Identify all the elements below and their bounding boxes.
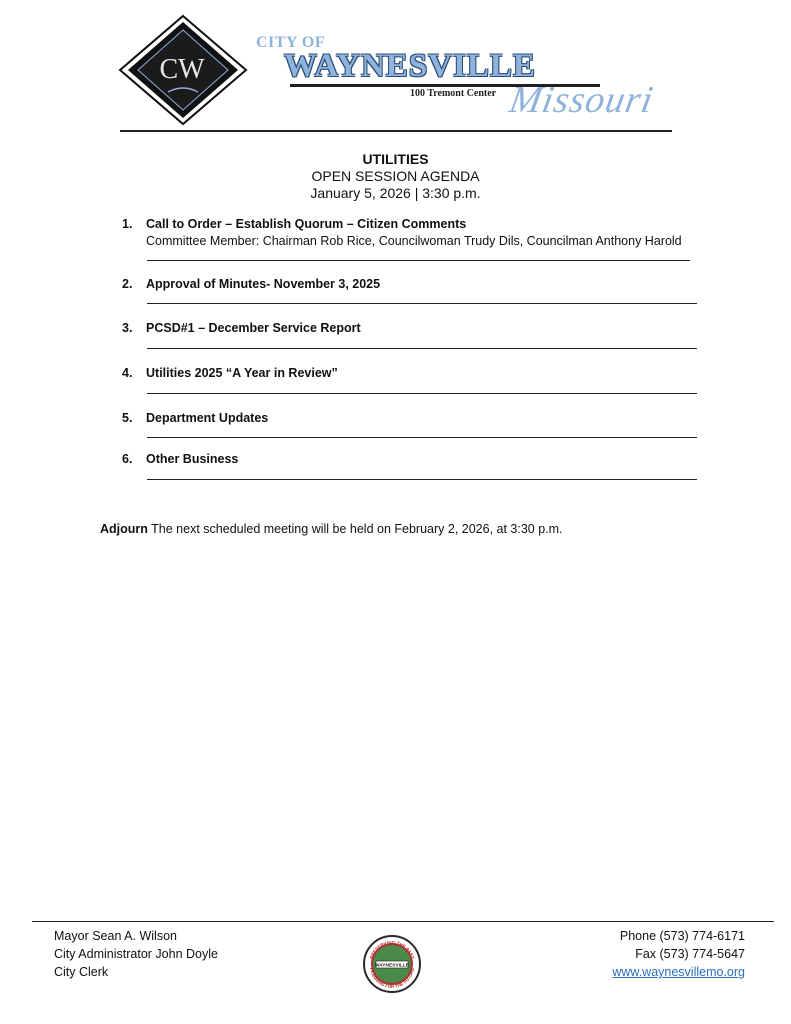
agenda-item-number: 3. <box>122 321 133 335</box>
seal-top-text: PRESERVING THE PAST <box>368 939 416 960</box>
agenda-item-number: 2. <box>122 277 133 291</box>
agenda-item-number: 1. <box>122 217 133 231</box>
city-seal-icon <box>362 934 422 994</box>
agenda-title-block <box>0 151 791 202</box>
agenda-item-number: 4. <box>122 366 133 380</box>
monogram-text: CW <box>159 54 205 85</box>
city-logo-emblem <box>118 14 248 126</box>
agenda-item-label: Department Updates <box>146 411 269 425</box>
agenda-item-label: Call to Order – Establish Quorum – Citizen Comments <box>146 217 467 231</box>
seal-bottom-text: PLANNING FOR THE FUTURE <box>369 967 415 990</box>
website-link[interactable]: www.waynesvillemo.org <box>612 965 745 979</box>
fax-number: Fax (573) 774-5647 <box>635 947 745 961</box>
agenda-item-rule <box>147 348 697 349</box>
agenda-item-label: Utilities 2025 “A Year in Review” <box>146 366 338 380</box>
agenda-item-rule <box>147 303 697 304</box>
mayor-name: Mayor Sean A. Wilson <box>54 929 177 943</box>
adjourn-text: The next scheduled meeting will be held on February 2, 2026, at 3:30 p.m. <box>151 522 563 536</box>
agenda-item-rule <box>147 437 697 438</box>
meeting-date: January 5, 2026 | 3:30 p.m. <box>310 185 481 201</box>
footer-contact <box>612 927 745 981</box>
agenda-item-number: 5. <box>122 411 133 425</box>
city-administrator-name: City Administrator John Doyle <box>54 947 218 961</box>
city-name: WAYNESVILLE <box>284 48 536 84</box>
seal-city-text: WAYNESVILLE <box>375 963 409 969</box>
city-clerk-label: City Clerk <box>54 965 109 979</box>
adjourn-note <box>100 522 563 536</box>
agenda-item-label: Other Business <box>146 452 239 466</box>
adjourn-label: Adjourn <box>100 522 148 536</box>
committee-title: UTILITIES <box>362 151 429 167</box>
city-address: 100 Tremont Center <box>410 88 497 99</box>
agenda-item-rule <box>147 260 690 261</box>
phone-number: Phone (573) 774-6171 <box>619 929 745 943</box>
session-title: OPEN SESSION AGENDA <box>311 168 480 184</box>
header-divider <box>120 130 672 132</box>
state-name: Missouri <box>506 79 657 121</box>
agenda-item-label: Approval of Minutes- November 3, 2025 <box>146 277 381 291</box>
footer-divider <box>32 921 774 922</box>
agenda-item-rule <box>147 479 697 480</box>
agenda-item-detail: Committee Member: Chairman Rob Rice, Councilwoman Trudy Dils, Councilman Anthony Harold <box>146 234 682 248</box>
agenda-item-rule <box>147 393 697 394</box>
footer-officials <box>54 927 218 981</box>
agenda-item-number: 6. <box>122 452 133 466</box>
letterhead <box>0 0 791 140</box>
city-of-text: CITY OF <box>256 34 326 51</box>
agenda-item-label: PCSD#1 – December Service Report <box>146 321 361 335</box>
